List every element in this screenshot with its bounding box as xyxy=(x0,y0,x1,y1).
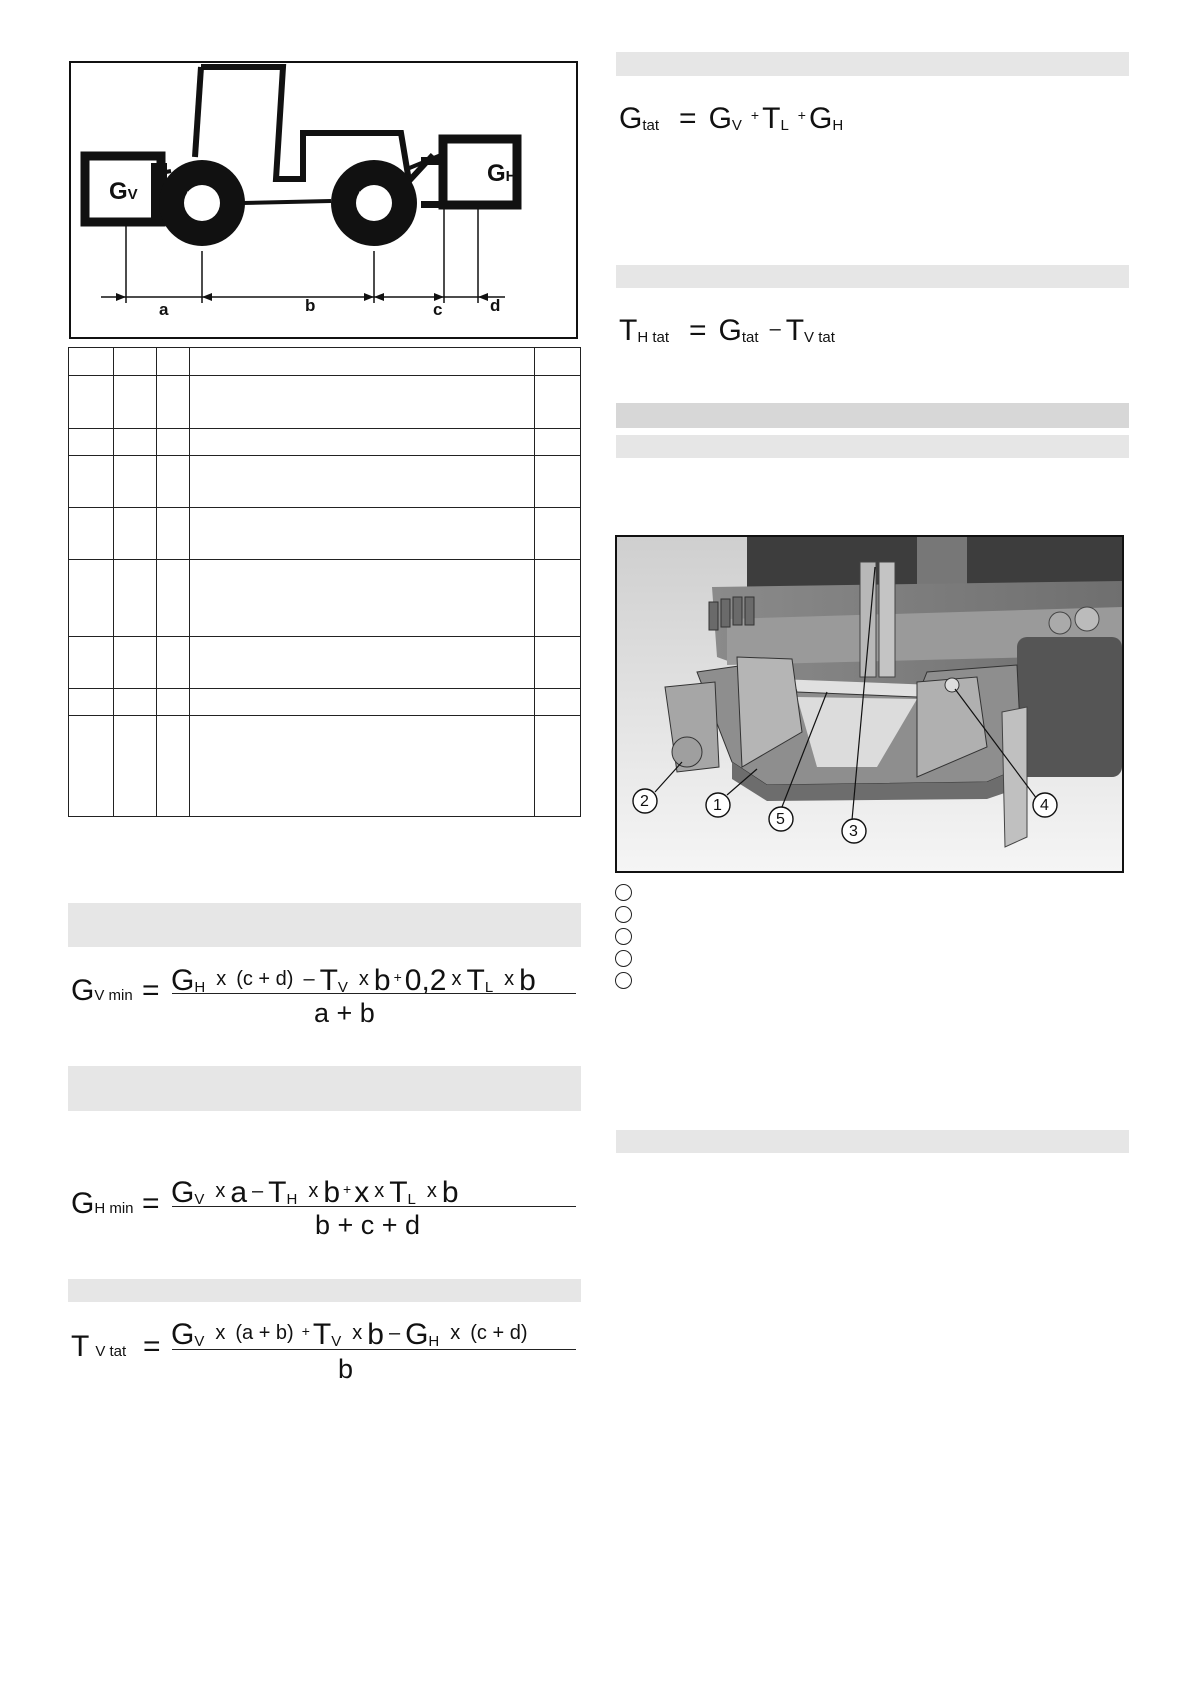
callout-5-label: 5 xyxy=(776,811,785,828)
formula-token: H xyxy=(194,979,206,996)
formula-token: x xyxy=(215,1180,226,1202)
formula-token: G xyxy=(171,964,195,997)
formula-token: V xyxy=(194,1333,205,1350)
formula-token: G xyxy=(708,102,732,135)
formula-token: x xyxy=(450,1322,461,1344)
formula-token: H tat xyxy=(637,329,670,346)
formula-token: tat xyxy=(741,329,759,346)
formula-tvtat-fraction-bar xyxy=(172,1349,576,1350)
formula-token: x xyxy=(426,1180,437,1202)
front-weight-frame-photo xyxy=(615,535,1124,873)
table-row xyxy=(69,348,581,376)
formula-token: T xyxy=(319,964,338,997)
callout-4-label: 4 xyxy=(1040,797,1049,814)
formula-token: + xyxy=(301,1323,310,1339)
formula-token: T xyxy=(619,314,638,347)
section-bar-subchapter xyxy=(616,435,1129,458)
section-bar-ghmin xyxy=(68,1066,581,1111)
section-bar-gvmin xyxy=(68,903,581,947)
table-row xyxy=(69,637,581,689)
formula-token: 0,2 xyxy=(404,964,447,997)
formula-token: b xyxy=(367,1318,384,1351)
formula-token: G xyxy=(619,102,643,135)
tyre xyxy=(1017,637,1122,777)
formula-gvmin-denominator: a + b xyxy=(314,998,375,1028)
formula-token: x xyxy=(352,1322,363,1344)
formula-token: T xyxy=(389,1176,408,1209)
formula-token: x xyxy=(308,1180,319,1202)
formula-token: – xyxy=(303,968,315,990)
formula-token: H xyxy=(428,1333,440,1350)
dim-a-label: a xyxy=(159,300,169,319)
section-bar-tvtat xyxy=(68,1279,581,1302)
section-bar-bottom-right xyxy=(616,1130,1129,1153)
section-bar-chapter xyxy=(616,403,1129,428)
formula-thtat xyxy=(619,316,841,346)
section-bar-gtat xyxy=(616,52,1129,76)
formula-token: G xyxy=(171,1176,195,1209)
front-weight-label: GV xyxy=(109,178,138,205)
formula-token: H xyxy=(832,117,844,134)
formula-token: (c + d) xyxy=(236,968,294,990)
formula-tvtat-numerator xyxy=(171,1320,533,1350)
cab-front-edge xyxy=(195,67,201,157)
formula-ghmin-denominator: b + c + d xyxy=(315,1210,421,1240)
formula-token: T xyxy=(762,102,781,135)
formula-gtat xyxy=(619,104,849,134)
formula-token: x xyxy=(358,968,369,990)
formula-gvmin-numerator xyxy=(171,966,536,996)
dim-d-label: d xyxy=(490,296,501,315)
formula-token: G xyxy=(718,314,742,347)
rear-axle-label: TH xyxy=(359,187,385,214)
tractor-weight-diagram xyxy=(69,61,578,339)
table-row xyxy=(69,560,581,637)
formula-token: T xyxy=(785,314,805,347)
formula-tvtat-lhs: T V tat xyxy=(71,1330,127,1363)
formula-token: L xyxy=(780,117,789,134)
formula-token: V xyxy=(731,117,742,134)
chassis-line xyxy=(243,201,331,203)
formula-token: – xyxy=(769,318,781,340)
formula-token: – xyxy=(388,1322,401,1344)
callout-1-label: 1 xyxy=(713,797,722,814)
formula-ghmin-lhs: GH min xyxy=(71,1187,134,1220)
formula-token: L xyxy=(484,979,494,996)
rear-hitch-upper xyxy=(421,157,443,165)
formula-token: b xyxy=(323,1176,341,1209)
formula-token: x xyxy=(216,968,227,990)
formula-token: T xyxy=(466,964,485,997)
formula-token: x xyxy=(451,968,462,990)
formula-token: + xyxy=(343,1181,352,1197)
table-row xyxy=(69,508,581,560)
table-row xyxy=(69,456,581,508)
legend-bullet xyxy=(615,928,632,945)
formula-token: T xyxy=(268,1176,287,1209)
dim-b-label: b xyxy=(305,296,316,315)
formula-token: b xyxy=(519,964,536,997)
callout-1-label-left: 2 xyxy=(640,793,649,810)
dim-c-label: c xyxy=(433,300,443,319)
cab-outline xyxy=(201,67,433,181)
legend-bullet xyxy=(615,906,632,923)
formula-gvmin-lhs: GV min xyxy=(71,974,133,1007)
formula-token: + xyxy=(393,969,402,985)
formula-token: = xyxy=(689,314,707,347)
table-row xyxy=(69,429,581,456)
formula-tvtat-eq: = xyxy=(143,1330,161,1363)
formula-token: = xyxy=(679,102,697,135)
formula-token: a xyxy=(230,1176,248,1209)
formula-token: G xyxy=(171,1318,195,1351)
photo-illustration-svg xyxy=(617,537,1122,871)
formula-token: – xyxy=(252,1180,264,1202)
formula-token: (c + d) xyxy=(470,1322,528,1344)
formula-token: V xyxy=(331,1333,342,1350)
formula-token: x xyxy=(354,1176,370,1209)
formula-ghmin-numerator xyxy=(171,1178,459,1208)
table-row xyxy=(69,689,581,716)
formula-ghmin-fraction-bar xyxy=(172,1206,576,1207)
formula-token: x xyxy=(374,1180,385,1202)
formula-token: L xyxy=(407,1191,416,1208)
formula-token: T xyxy=(312,1318,332,1351)
front-axle-label: TV xyxy=(187,187,212,214)
table-row xyxy=(69,376,581,429)
rear-weight-label: GH xyxy=(487,160,517,187)
legend-bullet xyxy=(615,884,632,901)
weight-spec-table xyxy=(68,347,581,817)
rear-hitch-lower xyxy=(421,201,449,208)
formula-gvmin-eq: = xyxy=(142,974,160,1007)
formula-token: b xyxy=(441,1176,459,1209)
legend-bullet xyxy=(615,972,632,989)
callout-3-label: 3 xyxy=(849,823,858,840)
formula-gvmin-fraction-bar xyxy=(172,993,576,994)
tractor-diagram-svg xyxy=(71,63,576,337)
formula-token: x xyxy=(504,968,515,990)
formula-token: G xyxy=(808,102,833,135)
formula-token: (a + b) xyxy=(235,1322,294,1344)
legend-bullet xyxy=(615,950,632,967)
formula-token: V xyxy=(194,1191,205,1208)
section-bar-thtat xyxy=(616,265,1129,288)
table-row xyxy=(69,716,581,817)
formula-token: G xyxy=(405,1318,429,1351)
formula-token: H xyxy=(286,1191,298,1208)
formula-ghmin-eq: = xyxy=(142,1187,160,1220)
formula-token: + xyxy=(750,107,760,123)
formula-token: V xyxy=(337,979,348,996)
formula-token: tat xyxy=(642,117,660,134)
formula-tvtat-denominator: b xyxy=(338,1354,354,1384)
formula-token: x xyxy=(215,1322,226,1344)
formula-token: b xyxy=(373,964,391,997)
formula-token: V tat xyxy=(804,329,835,346)
formula-token: + xyxy=(797,107,806,123)
